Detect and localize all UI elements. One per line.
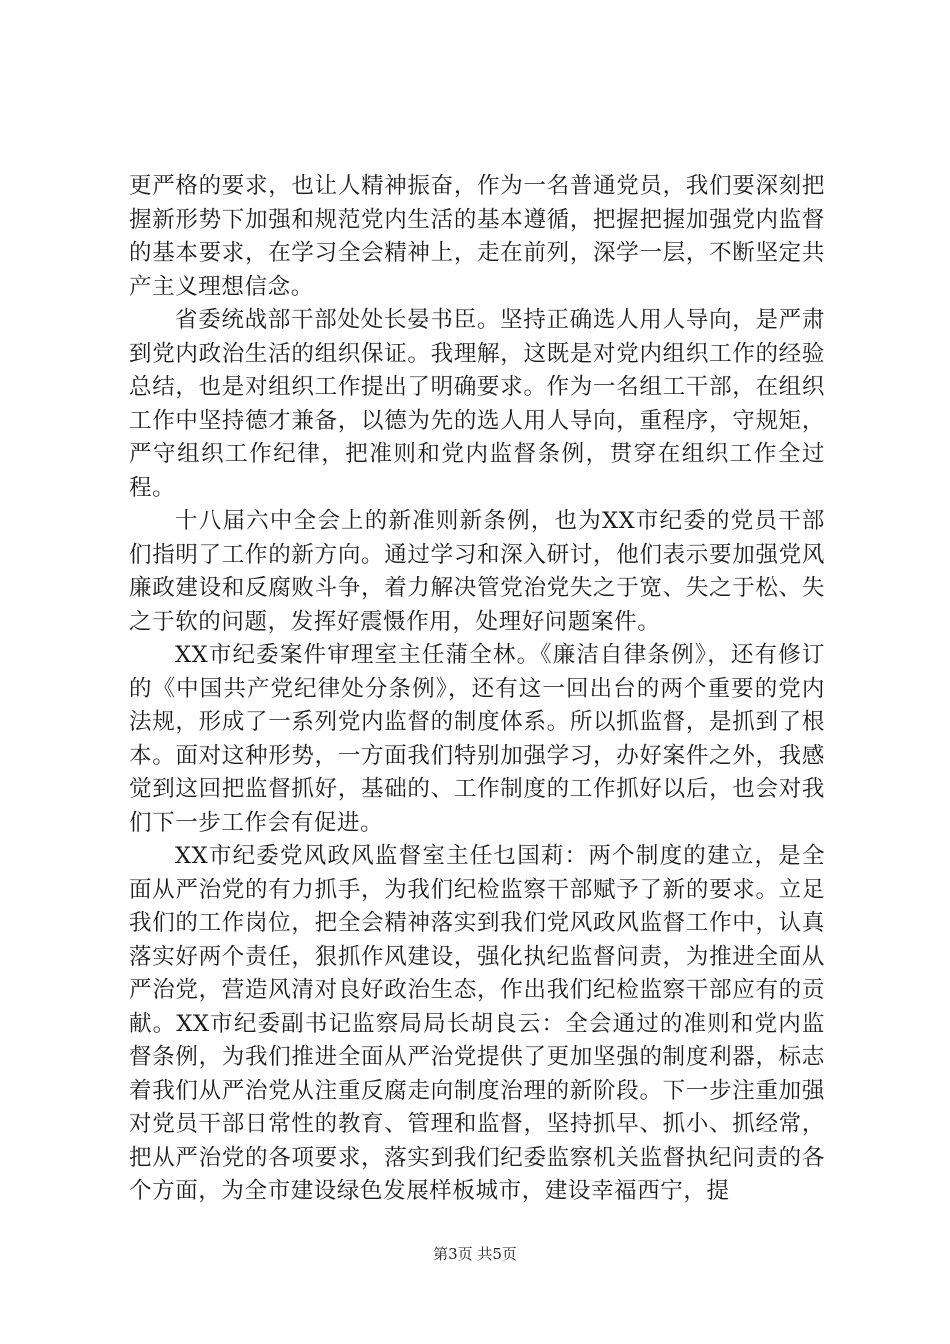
paragraph: 十八届六中全会上的新准则新条例，也为XX市纪委的党员干部们指明了工作的新方向。通过学习和深入研讨，他们表示要加强党风廉政建设和反腐败斗争，着力解决管党治党失之于宽、失之于松、失之于软的问题，发挥好震慑作用，处理好问题案件。: [129, 508, 825, 635]
paragraph: 省委统战部干部处处长晏书臣。坚持正确选人用人导向，是严肃到党内政治生活的组织保证。我理解，这既是对党内组织工作的经验总结，也是对组织工作提出了明确要求。作为一名组工干部，在组织工作中坚持德才兼备，以德为先的选人用人导向，重程序，守规矩，严守组织工作纪律，把准则和党内监督条例，贯穿在组织工作全过程。: [129, 307, 825, 501]
page-footer: [0, 1244, 950, 1264]
paragraph-continued: 更严格的要求，也让人精神振奋，作为一名普通党员，我们要深刻把握新形势下加强和规范党内生活的基本遵循，把握把握加强党内监督的基本要求，在学习全会精神上，走在前列，深学一层，不断坚定共产主义理想信念。: [129, 173, 825, 300]
paragraph: XX市纪委党风政风监督室主任乜国莉：两个制度的建立，是全面从严治党的有力抓手，为我们纪检监察干部赋予了新的要求。立足我们的工作岗位，把全会精神落实到我们党风政风监督工作中，认真落实好两个责任，狠抓作风建设，强化执纪监督问责，为推进全面从严治党，营造风清对良好政治生态，作出我们纪检监察干部应有的贡献。XX市纪委副书记监察局局长胡良云：全会通过的准则和党内监督条例，为我们推进全面从严治党提供了更加坚强的制度利器，标志着我们从严治党从注重反腐走向制度治理的新阶段。下一步注重加强对党员干部日常性的教育、管理和监督，坚持抓早、抓小、抓经常，把从严治党的各项要求，落实到我们纪委监察机关监督执纪问责的各个方面，为全市建设绿色发展样板城市，建设幸福西宁，提: [129, 843, 825, 1204]
paragraph: XX市纪委案件审理室主任蒲全林。《廉洁自律条例》，还有修订的《中国共产党纪律处分条例》，还有这一回出台的两个重要的党内法规，形成了一系列党内监督的制度体系。所以抓监督，是抓到了根本。面对这种形势，一方面我们特别加强学习，办好案件之外，我感觉到这回把监督抓好，基础的、工作制度的工作抓好以后，也会对我们下一步工作会有促进。: [129, 642, 825, 836]
document-body: [129, 170, 825, 1209]
page-number-label: 第3页 共5页: [433, 1245, 517, 1263]
